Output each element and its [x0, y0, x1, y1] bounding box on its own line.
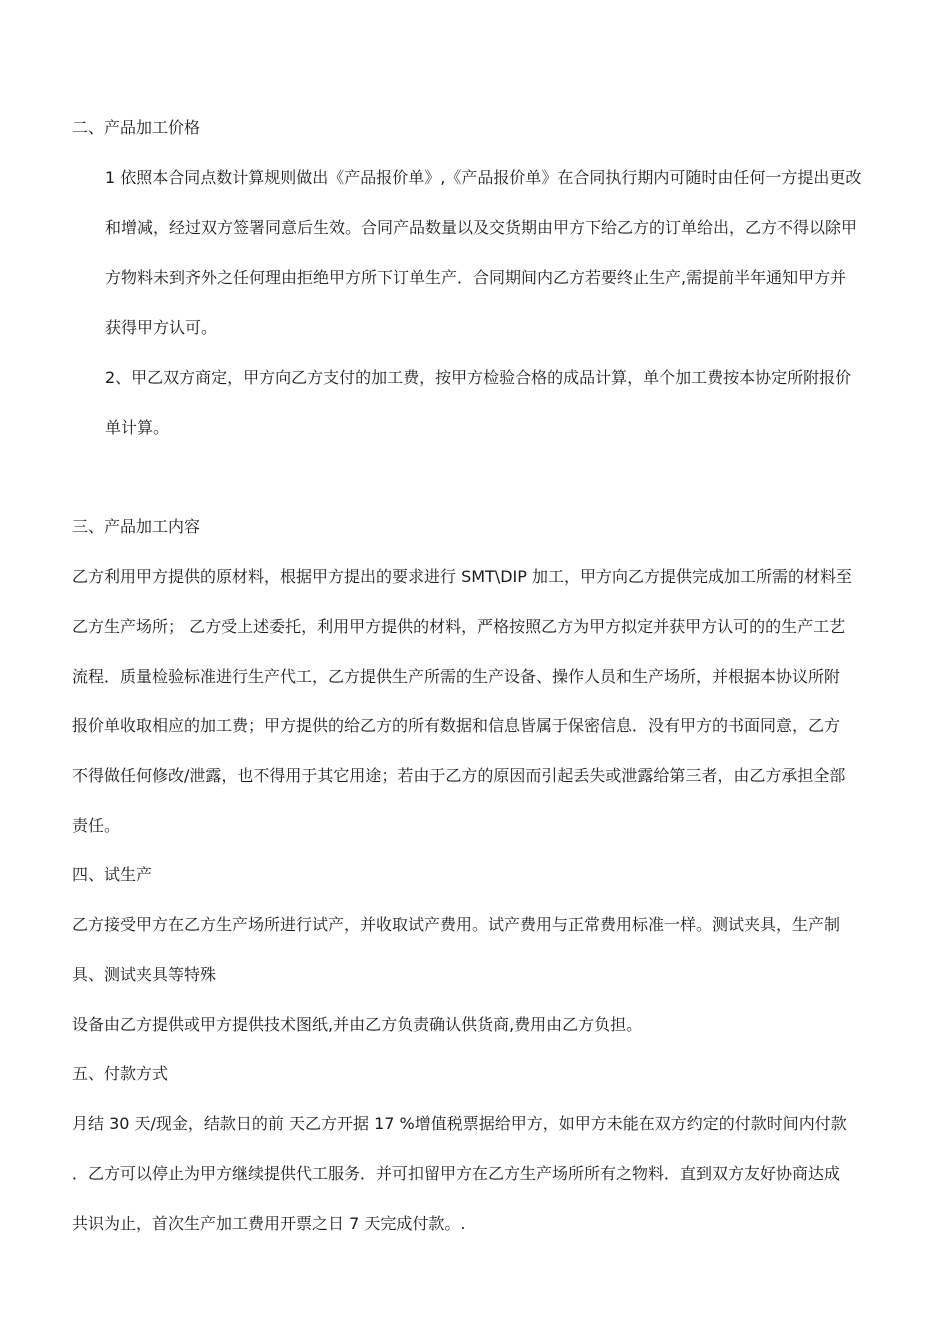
section-heading-processing-content: 三、产品加工内容 [72, 517, 201, 536]
paragraph-line: 乙方利用甲方提供的原材料，根据甲方提出的要求进行 SMT\DIP 加工，甲方向乙方提供完成加工所需的材料至 [72, 567, 852, 586]
paragraph-line: 单计算。 [105, 418, 170, 437]
paragraph-line: 流程．质量检验标准进行生产代工，乙方提供生产所需的生产设备、操作人员和生产场所，并根据本协议所附 [72, 667, 841, 686]
paragraph-line: 乙方接受甲方在乙方生产场所进行试产，并收取试产费用。试产费用与正常费用标准一样。测试夹具，生产制 [72, 915, 841, 934]
paragraph-line: 获得甲方认可。 [105, 318, 218, 337]
section-heading-payment: 五、付款方式 [72, 1064, 169, 1083]
paragraph-line: 责任。 [72, 816, 121, 835]
paragraph-line: 报价单收取相应的加工费；甲方提供的给乙方的所有数据和信息皆属于保密信息．没有甲方的书面同意，乙方 [72, 716, 841, 735]
paragraph-line: 设备由乙方提供或甲方提供技术图纸,并由乙方负责确认供货商,费用由乙方负担。 [72, 1015, 643, 1034]
paragraph-line: 不得做任何修改/泄露，也不得用于其它用途；若由于乙方的原因而引起丢失或泄露给第三者，由乙方承担全部 [72, 766, 846, 785]
paragraph-line: 2、甲乙双方商定，甲方向乙方支付的加工费，按甲方检验合格的成品计算，单个加工费按本协定所附报价 [105, 368, 852, 387]
paragraph-line: 月结 30 天/现金，结款日的前 天乙方开据 17 %增值税票据给甲方，如甲方未能在双方约定的付款时间内付款 [72, 1114, 847, 1133]
section-heading-trial-production: 四、试生产 [72, 865, 153, 884]
paragraph-line: 和增减，经过双方签署同意后生效。合同产品数量以及交货期由甲方下给乙方的订单给出，乙方不得以除甲 [105, 218, 858, 237]
paragraph-line: 1 依照本合同点数计算规则做出《产品报价单》,《产品报价单》在合同执行期内可随时由任何一方提出更改 [105, 168, 862, 187]
paragraph-line: 乙方生产场所； 乙方受上述委托，利用甲方提供的材料，严格按照乙方为甲方拟定并获甲方认可的的生产工艺 [72, 617, 846, 636]
paragraph-line: ．乙方可以停止为甲方继续提供代工服务．并可扣留甲方在乙方生产场所所有之物料．直到双方友好协商达成 [72, 1164, 841, 1183]
paragraph-line: 方物料未到齐外之任何理由拒绝甲方所下订单生产．合同期间内乙方若要终止生产,需提前半年通知甲方并 [105, 268, 847, 287]
paragraph-line: 具、测试夹具等特殊 [72, 965, 217, 984]
section-heading-pricing: 二、产品加工价格 [72, 118, 201, 137]
paragraph-line: 共识为止，首次生产加工费用开票之日 7 天完成付款。. [72, 1214, 466, 1233]
